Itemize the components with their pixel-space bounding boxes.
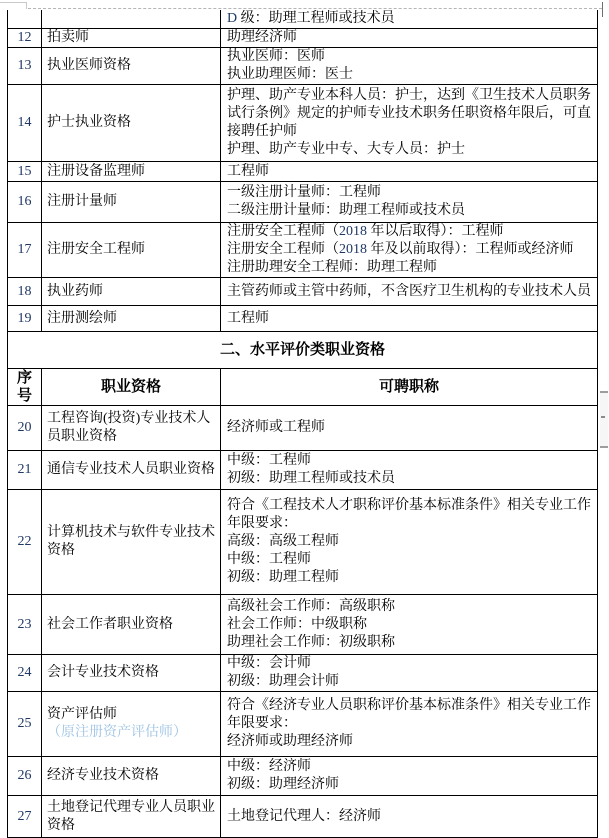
header-titles: 可聘职称 (221, 369, 598, 406)
title-line: D 级：助理工程师或技术员 (227, 11, 395, 26)
qualification-cell: 土地登记代理专业人员职业资格 (42, 796, 221, 838)
row-number-cell: 24 (8, 655, 42, 692)
row-number-cell: 21 (8, 451, 42, 490)
title-line: 主管药师或主管中药师，不含医疗卫生机构的专业技术人员 (227, 283, 591, 299)
qualification-cell: 执业药师 (42, 278, 221, 306)
title-line: 中级：工程师 (227, 552, 311, 567)
qualification-cell: 执业医师资格 (42, 48, 221, 85)
table-row (8, 29, 598, 48)
title-line: 符合《经济专业人员职称评价基本标准条件》相关专业工作年限要求： (227, 698, 591, 731)
qualification-cell: 工程咨询(投资)专业技术人员职业资格 (42, 406, 221, 451)
qualification-cell: 社会工作者职业资格 (42, 595, 221, 655)
row-number-cell: 18 (8, 278, 42, 306)
header-no: 序号 (8, 369, 42, 406)
title-line: 经济师或工程师 (227, 420, 325, 435)
qualification-table (7, 10, 598, 838)
table-row (8, 692, 598, 757)
title-line: 护理、助产专业中专、大专人员：护士 (227, 142, 465, 157)
titles-cell (221, 406, 598, 451)
title-line: 初级：助理工程师 (227, 570, 339, 585)
qualification-cell: 注册计量师 (42, 182, 221, 223)
table-row (8, 406, 598, 451)
row-number-cell: 20 (8, 406, 42, 451)
table-row (8, 306, 598, 332)
scrollbar-thumb[interactable] (600, 391, 608, 448)
section-title-row (8, 332, 598, 369)
qualification-cell: 注册测绘师 (42, 306, 221, 332)
qualification-cell: 计算机技术与软件专业技术资格 (42, 490, 221, 595)
title-line: 工程师 (227, 310, 269, 326)
row-number-cell: 16 (8, 182, 42, 223)
title-line: 二级注册计量师：助理工程师或技术员 (227, 203, 465, 218)
title-line: 注册助理安全工程师：助理工程师 (227, 260, 437, 275)
qualification-cell: 通信专业技术人员职业资格 (42, 451, 221, 490)
table-row (8, 85, 598, 162)
qualification-note: （原注册资产评估师） (47, 725, 187, 740)
qualification-cell (42, 10, 221, 29)
table-row (8, 182, 598, 223)
row-number-cell: 12 (8, 29, 42, 48)
titles-cell (221, 306, 598, 332)
titles-cell (221, 85, 598, 162)
title-line: 初级：助理会计师 (227, 674, 339, 689)
title-line: 中级：工程师 (227, 453, 311, 468)
titles-cell (221, 10, 598, 29)
title-line: 一级注册计量师：工程师 (227, 185, 381, 200)
row-number-cell: 25 (8, 692, 42, 757)
titles-cell (221, 223, 598, 278)
page-break-corner-mark (0, 2, 27, 9)
row-number-cell: 19 (8, 306, 42, 332)
qualification-cell: 护士执业资格 (42, 85, 221, 162)
title-line: 工程师 (227, 163, 269, 179)
qualification-cell: 拍卖师 (42, 29, 221, 48)
qualification-cell: 注册安全工程师 (42, 223, 221, 278)
table-row-continued (8, 10, 598, 29)
title-line: 高级：高级工程师 (227, 534, 339, 549)
title-line: 土地登记代理人：经济师 (227, 808, 381, 824)
table-row (8, 655, 598, 692)
page-break-dashed-line (28, 8, 602, 9)
row-number-cell: 14 (8, 85, 42, 162)
title-line: 护理、助产专业本科人员：护士，达到《卫生技术人员职务试行条例》规定的护师专业技术职务任职资格年限后，可直接聘任护师 (227, 88, 591, 139)
table-row (8, 162, 598, 182)
titles-cell (221, 451, 598, 490)
table-row (8, 595, 598, 655)
title-line: 注册安全工程师（2018 年以后取得）：工程师 (227, 224, 504, 239)
row-number-cell: 15 (8, 162, 42, 182)
titles-cell (221, 595, 598, 655)
header-qualification: 职业资格 (42, 369, 221, 406)
row-number-cell: 26 (8, 757, 42, 796)
table-row (8, 223, 598, 278)
qualification-text: 资产评估师 (47, 707, 117, 722)
table-row (8, 48, 598, 85)
qualification-cell: 会计专业技术资格 (42, 655, 221, 692)
title-line: 中级：会计师 (227, 656, 311, 671)
title-line: 助理经济师 (227, 30, 297, 45)
title-line: 中级：经济师 (227, 759, 311, 774)
row-number-cell: 27 (8, 796, 42, 838)
row-number-cell (8, 10, 42, 29)
title-line: 高级社会工作师：高级职称 (227, 598, 395, 614)
row-number-cell: 23 (8, 595, 42, 655)
titles-cell (221, 796, 598, 838)
title-line: 注册安全工程师（2018 年及以前取得）：工程师或经济师 (227, 242, 574, 257)
titles-cell (221, 182, 598, 223)
table-row (8, 757, 598, 796)
row-number-cell: 22 (8, 490, 42, 595)
scrollbar-grip-icon (601, 416, 605, 418)
table-header-row (8, 369, 598, 406)
titles-cell (221, 490, 598, 595)
titles-cell (221, 757, 598, 796)
row-number-cell: 17 (8, 223, 42, 278)
title-line: 执业助理医师：医士 (227, 67, 353, 82)
title-line: 初级：助理经济师 (227, 777, 339, 792)
title-line: 社会工作师：中级职称 (227, 616, 367, 632)
page-break-right-tick (602, 2, 603, 17)
qualification-cell (42, 692, 221, 757)
section-title: 二、水平评价类职业资格 (8, 332, 598, 369)
table-row (8, 278, 598, 306)
titles-cell (221, 692, 598, 757)
row-number-cell: 13 (8, 48, 42, 85)
table-row (8, 796, 598, 838)
table-row (8, 490, 598, 595)
title-line: 初级：助理工程师或技术员 (227, 471, 395, 486)
table-row (8, 451, 598, 490)
titles-cell (221, 29, 598, 48)
titles-cell (221, 162, 598, 182)
qualification-cell: 注册设备监理师 (42, 162, 221, 182)
title-line: 助理社会工作师：初级职称 (227, 634, 395, 650)
titles-cell (221, 655, 598, 692)
titles-cell (221, 48, 598, 85)
titles-cell (221, 278, 598, 306)
title-line: 符合《工程技术人才职称评价基本标准条件》相关专业工作年限要求： (227, 498, 591, 531)
title-line: 经济师或助理经济师 (227, 734, 353, 749)
title-line: 执业医师：医师 (227, 49, 325, 64)
qualification-cell: 经济专业技术资格 (42, 757, 221, 796)
